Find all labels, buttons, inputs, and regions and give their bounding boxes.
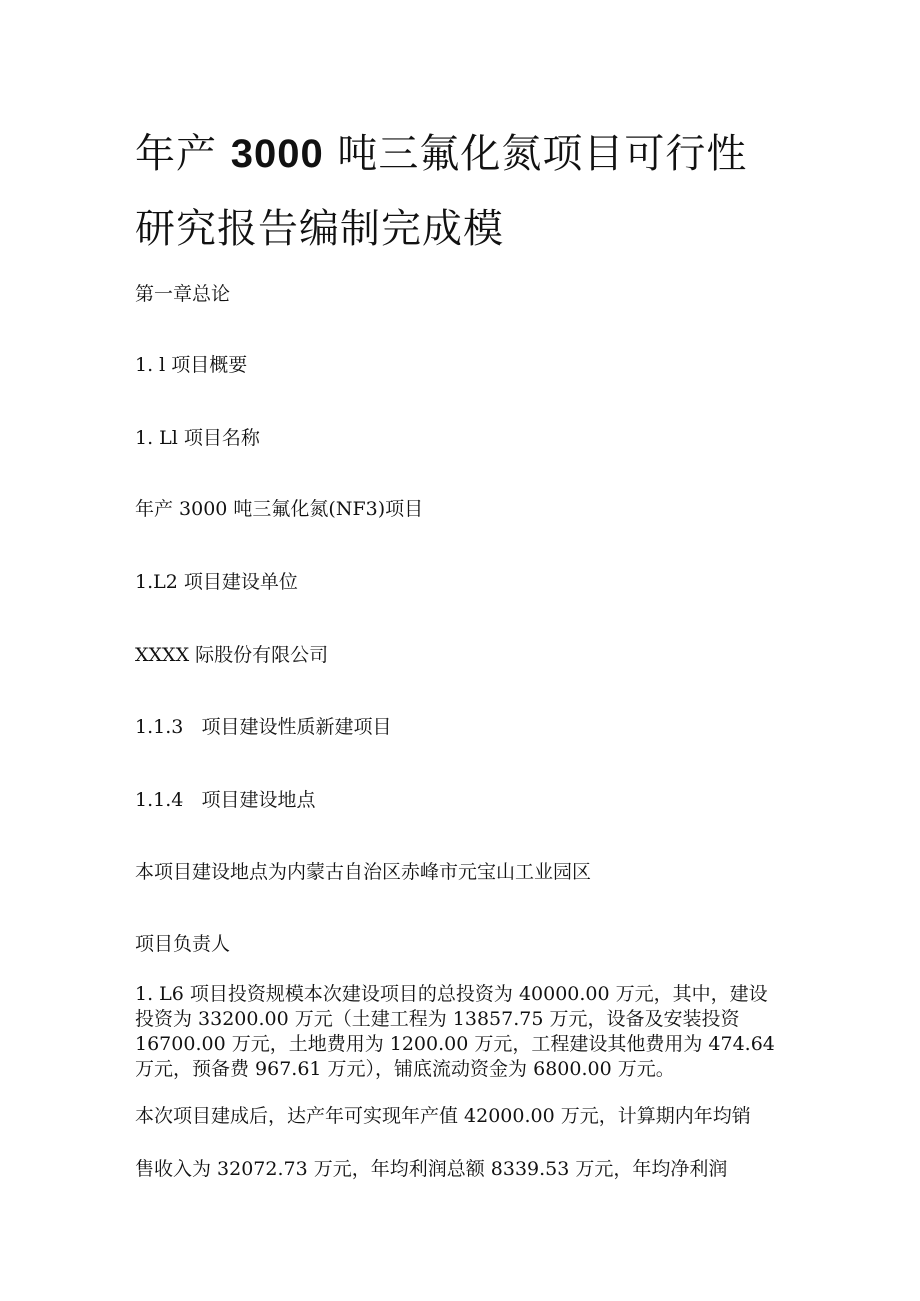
document-title-line-2: 研究报告编制完成模 bbox=[135, 206, 504, 252]
investment-paragraph: 1. L6 项目投资规模本次建设项目的总投资为 40000.00 万元，其中，建设投资为 33200.00 万元（土建工程为 13857.75 万元，设备及安装投资 16700.00 万元，土地费用为 1200.00 万元，工程建设其他费用为 474.64 万元，预备费 967.61 万元），铺底流动资金为 6800.00 万元。 bbox=[135, 983, 775, 1080]
section-heading-1-1-1: 1. Ll 项目名称 bbox=[135, 427, 260, 449]
document-title-line-1 bbox=[135, 130, 747, 178]
location-text: 本项目建设地点为内蒙古自治区赤峰市元宝山工业园区 bbox=[135, 861, 592, 883]
project-name-text: 年产 3000 吨三氟化氮(NF3)项目 bbox=[135, 498, 424, 520]
title-prefix: 年产 bbox=[135, 131, 231, 177]
section-heading-1-1-2: 1.L2 项目建设单位 bbox=[135, 571, 298, 593]
title-number: 3000 bbox=[230, 132, 324, 176]
title-suffix: 吨三氟化氮项目可行性 bbox=[323, 131, 748, 177]
revenue-paragraph-line-1: 本次项目建成后，达产年可实现年产值 42000.00 万元，计算期内年均销 bbox=[135, 1105, 751, 1127]
section-heading-1-1: 1. l 项目概要 bbox=[135, 354, 248, 376]
revenue-paragraph-line-2: 售收入为 32072.73 万元，年均利润总额 8339.53 万元，年均净利润 bbox=[135, 1158, 728, 1180]
chapter-heading: 第一章总论 bbox=[135, 283, 231, 305]
section-heading-1-1-3: 1.1.3 项目建设性质新建项目 bbox=[135, 716, 392, 738]
company-name-text: XXXX 际股份有限公司 bbox=[135, 644, 329, 666]
section-heading-1-1-4: 1.1.4 项目建设地点 bbox=[135, 789, 316, 811]
project-leader-heading: 项目负责人 bbox=[135, 933, 231, 955]
